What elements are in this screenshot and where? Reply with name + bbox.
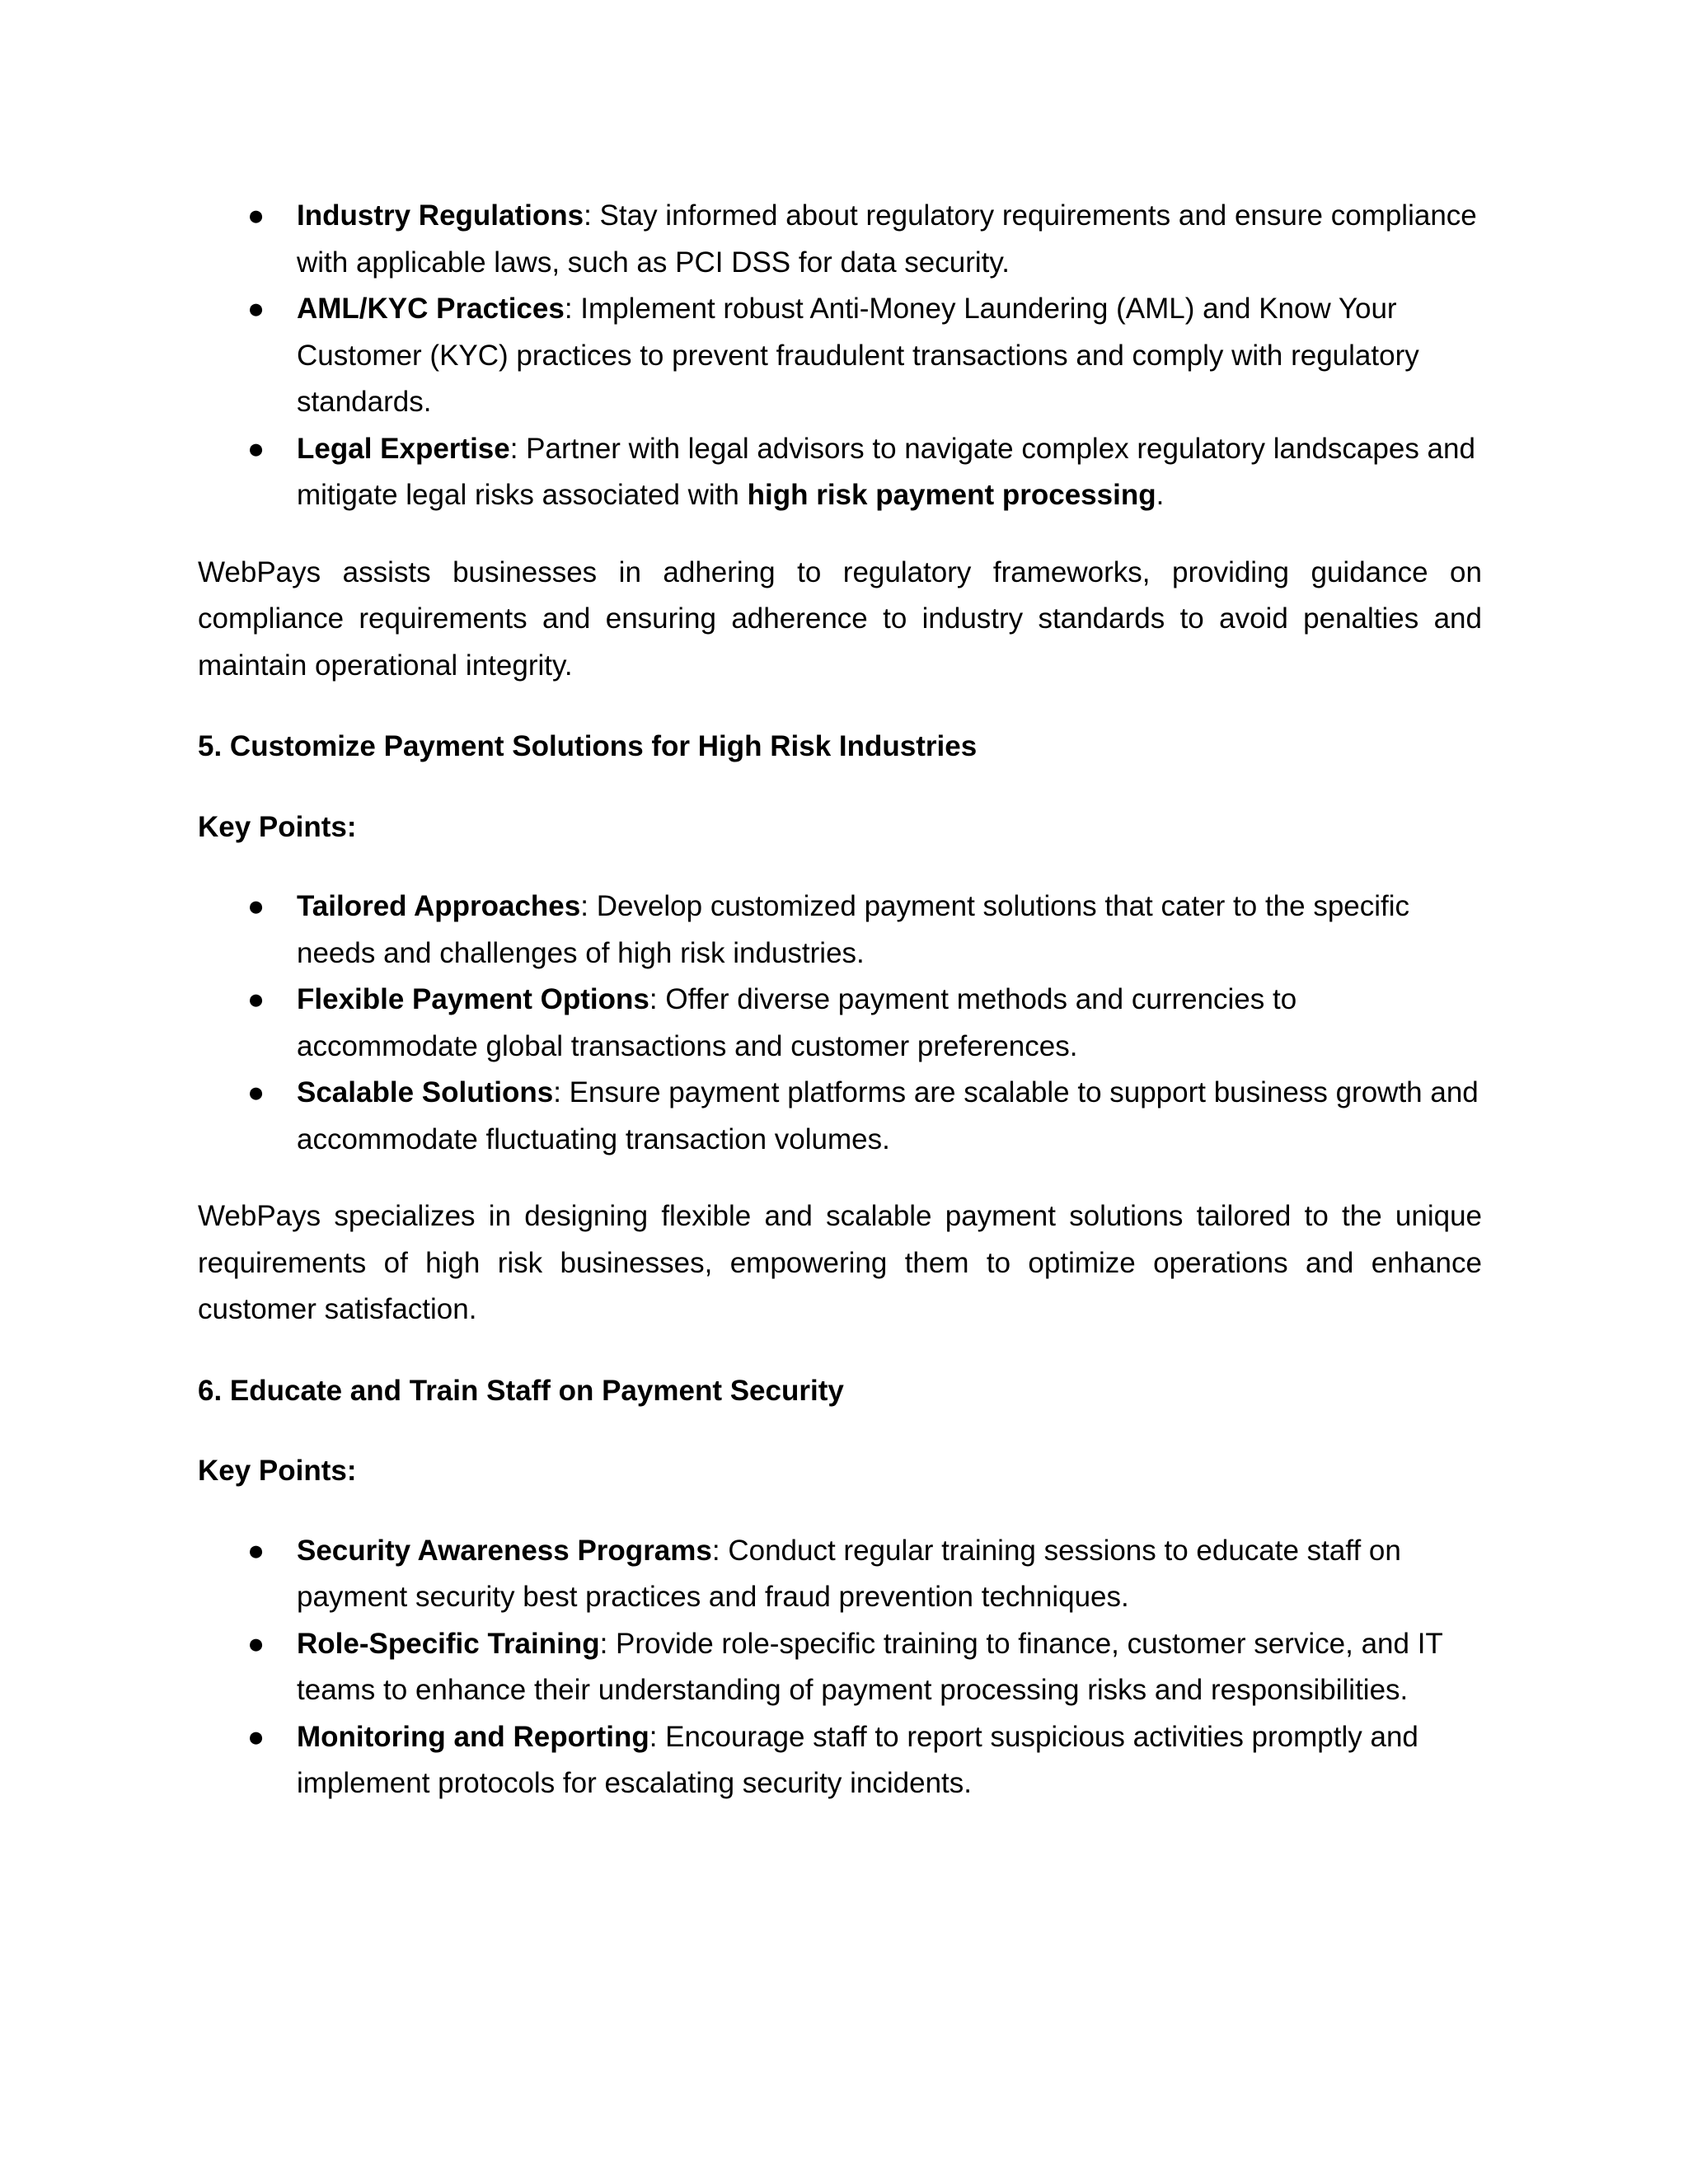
list-item — [198, 977, 1482, 1070]
bullet-icon: ● — [247, 890, 265, 922]
list-item — [198, 1528, 1482, 1621]
bullet-icon: ● — [247, 983, 265, 1015]
bullet-emphasis: high risk payment processing — [747, 479, 1156, 511]
bullet-icon: ● — [247, 293, 265, 325]
bullet-icon: ● — [247, 432, 265, 465]
bullet-term: Tailored Approaches — [297, 890, 581, 922]
bullet-term: Scalable Solutions — [297, 1076, 554, 1108]
bullet-tail: . — [1156, 479, 1165, 511]
list-item — [198, 1621, 1482, 1714]
bullet-icon: ● — [247, 199, 265, 232]
bullet-text: : Provide role-specific training to finance, customer service, and IT teams to enhance their understanding of payment processing risks and responsibilities. — [297, 1627, 1443, 1706]
bullet-icon: ● — [247, 1627, 265, 1660]
bullet-text: : Stay informed about regulatory requirements and ensure compliance with applicable laws, such as PCI DSS for data security. — [297, 199, 1477, 279]
bullet-text: : Partner with legal advisors to navigate complex regulatory landscapes and mitigate legal risks associated with — [297, 432, 1475, 511]
bullet-icon: ● — [247, 1076, 265, 1108]
section6-heading: 6. Educate and Train Staff on Payment Security — [198, 1374, 844, 1407]
section4-paragraph: WebPays assists businesses in adhering to regulatory frameworks, providing guidance on compliance requirements and ensuring adherence to industry standards to avoid penalties and maintain operational integrity. — [198, 555, 1482, 682]
bullet-icon: ● — [247, 1720, 265, 1753]
section6-key-points-label: Key Points: — [198, 1455, 357, 1487]
bullet-text: : Ensure payment platforms are scalable to support business growth and accommodate fluctuating transaction volumes. — [297, 1076, 1479, 1155]
list-item — [198, 426, 1482, 519]
list-item — [198, 193, 1482, 286]
section5-bullet-list — [198, 883, 1482, 1163]
section5-heading: 5. Customize Payment Solutions for High Risk Industries — [198, 730, 978, 762]
document-body — [198, 193, 1482, 1807]
section5-key-points-label: Key Points: — [198, 810, 357, 843]
bullet-text: : Develop customized payment solutions that cater to the specific needs and challenges of high risk industries. — [297, 890, 1410, 969]
section4-bullet-list — [198, 193, 1482, 519]
bullet-term: Industry Regulations — [297, 199, 584, 232]
bullet-term: AML/KYC Practices — [297, 293, 565, 325]
list-item — [198, 1070, 1482, 1163]
bullet-icon: ● — [247, 1534, 265, 1567]
bullet-text: : Offer diverse payment methods and currencies to accommodate global transactions and customer preferences. — [297, 983, 1297, 1062]
bullet-text: : Implement robust Anti-Money Laundering (AML) and Know Your Customer (KYC) practices to prevent fraudulent transactions and comply with regulatory standards. — [297, 293, 1419, 418]
bullet-term: Role-Specific Training — [297, 1627, 600, 1660]
section6-bullet-list — [198, 1528, 1482, 1807]
bullet-term: Flexible Payment Options — [297, 983, 649, 1015]
bullet-term: Monitoring and Reporting — [297, 1720, 649, 1753]
bullet-text: : Conduct regular training sessions to educate staff on payment security best practices and fraud prevention techniques. — [297, 1534, 1401, 1613]
list-item — [198, 883, 1482, 977]
bullet-term: Security Awareness Programs — [297, 1534, 712, 1567]
bullet-term: Legal Expertise — [297, 432, 510, 465]
list-item — [198, 286, 1482, 426]
bullet-text: : Encourage staff to report suspicious activities promptly and implement protocols for escalating security incidents. — [297, 1720, 1418, 1799]
section5-paragraph: WebPays specializes in designing flexible and scalable payment solutions tailored to the unique requirements of high risk businesses, empowering them to optimize operations and enhance customer satisfaction. — [198, 1200, 1482, 1325]
list-item — [198, 1714, 1482, 1807]
